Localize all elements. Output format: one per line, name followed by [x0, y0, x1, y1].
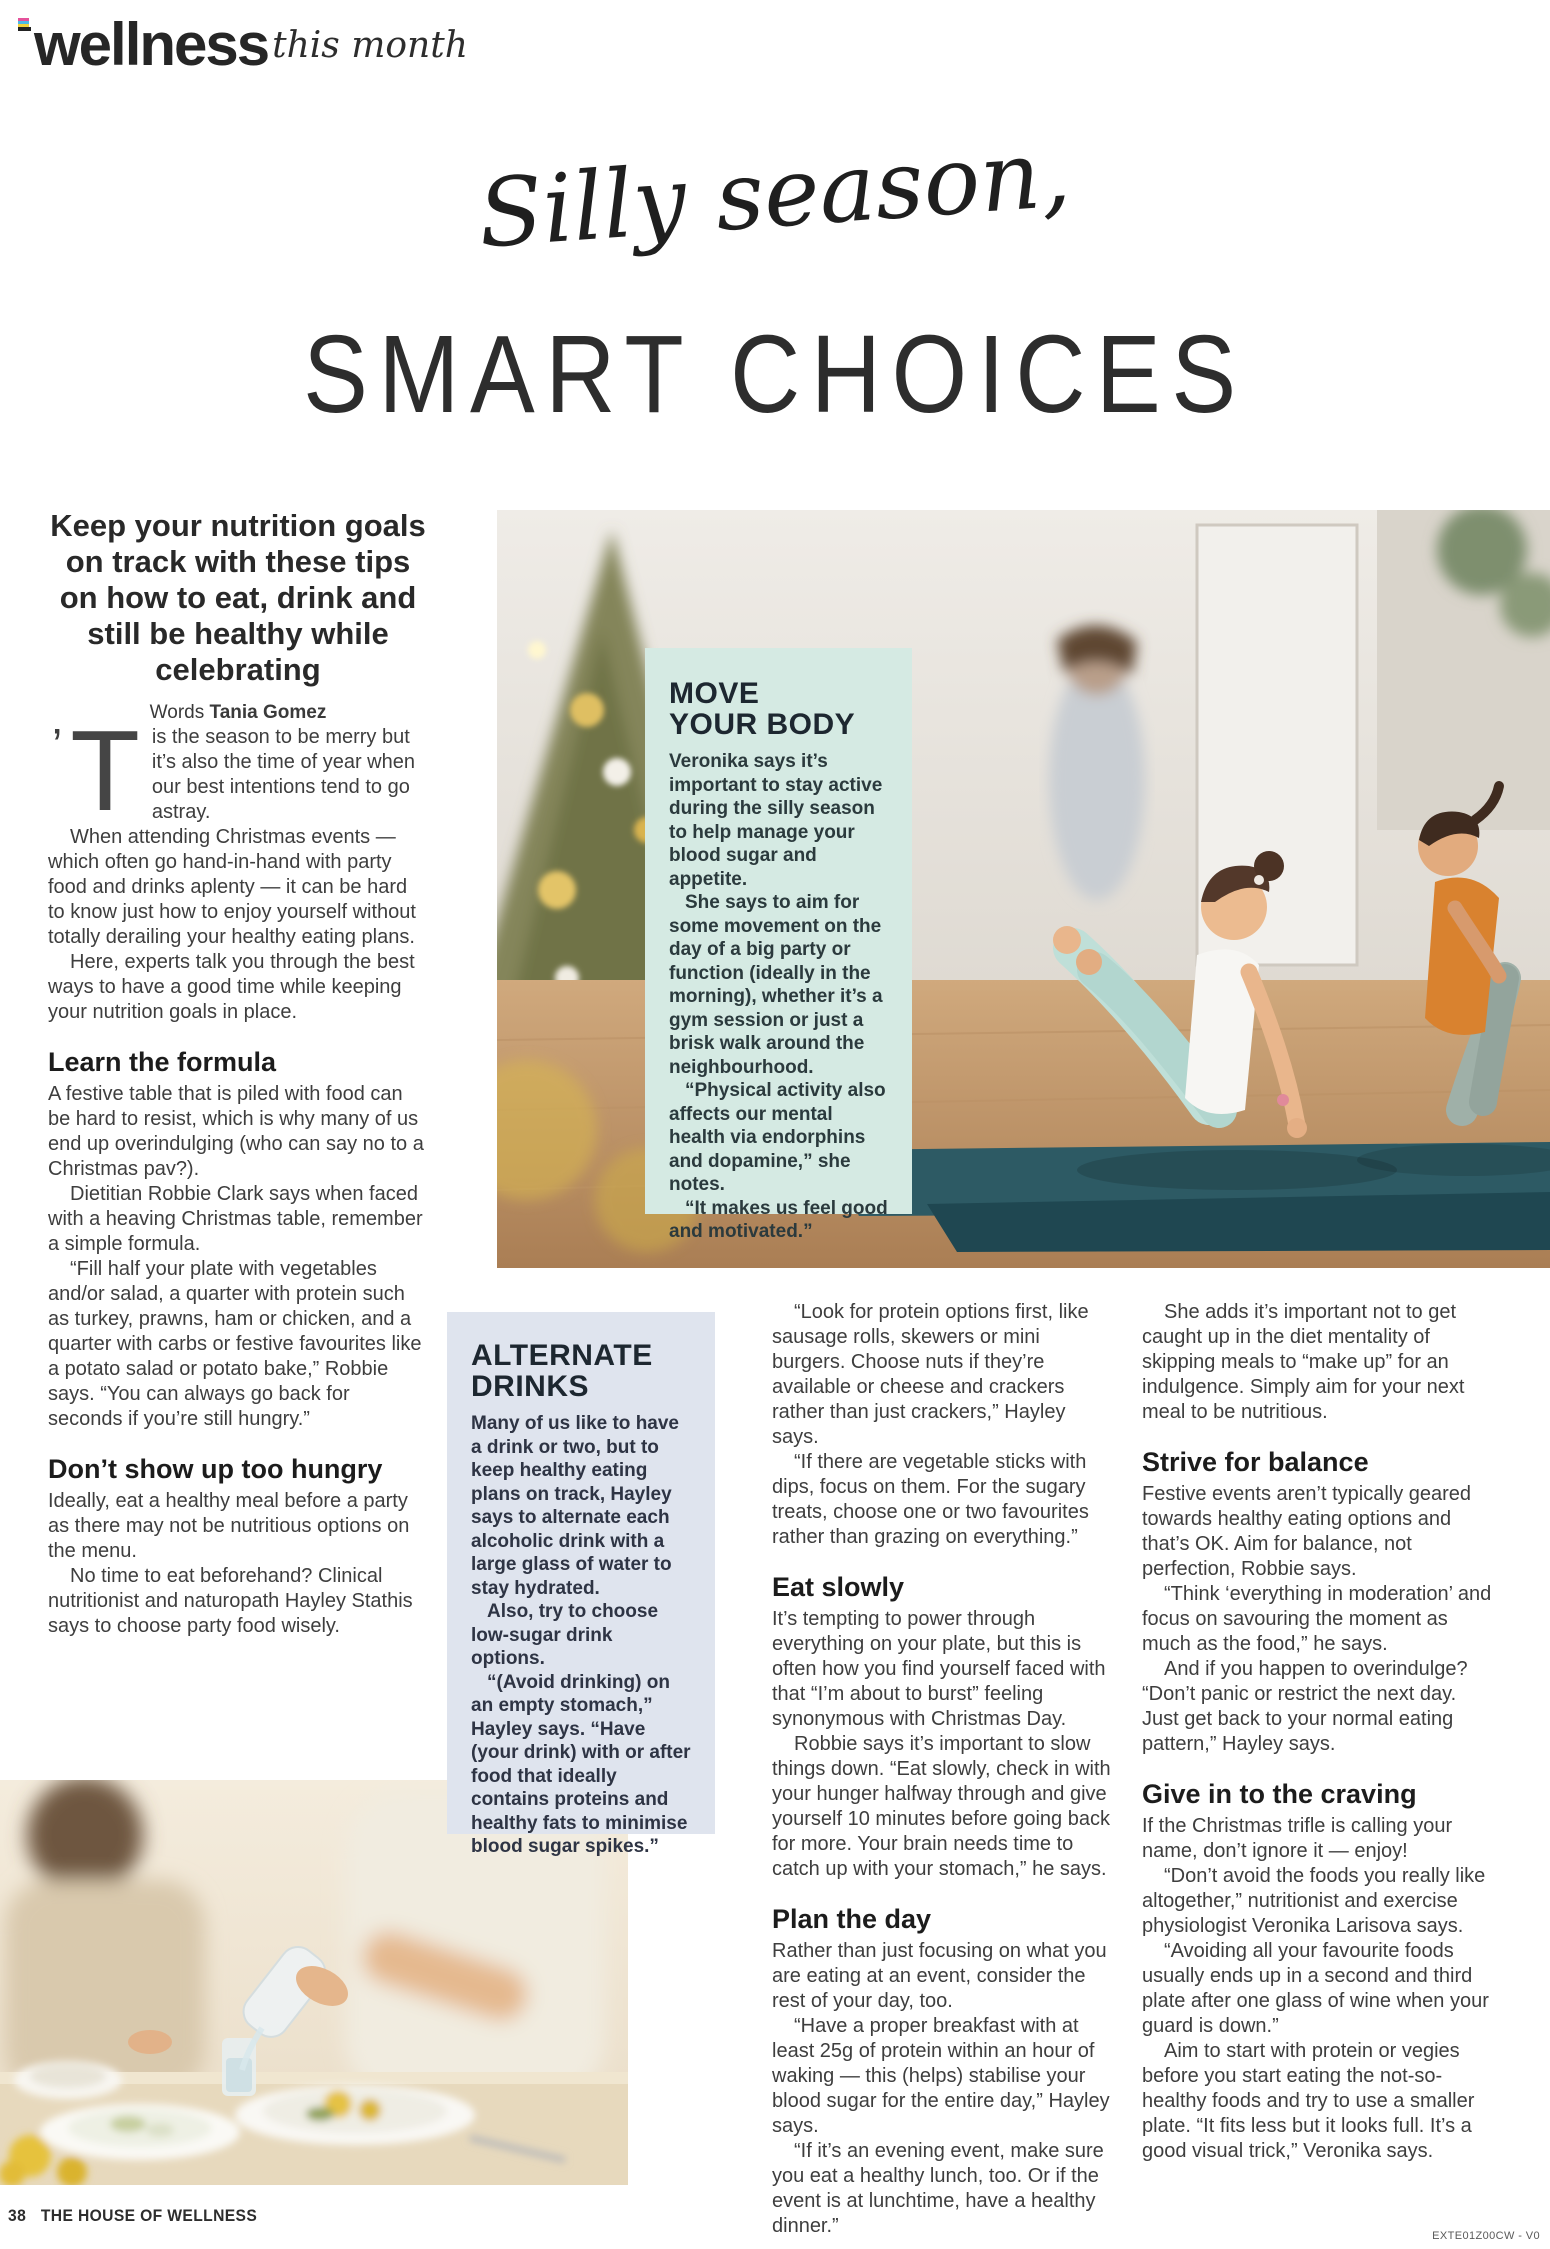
print-edition-code: EXTE01Z00CW - V0 [1432, 2230, 1540, 2242]
tip-paragraph: Veronika says it’s important to stay active during the silly season to help manage your blood sugar and appetite. [669, 751, 883, 890]
column-left [48, 508, 428, 1639]
body-paragraph: “Have a proper breakfast with at least 25g of protein within an hour of waking — this (helps) stabilise your blood sugar for the entire day,” Hayley says. [772, 2015, 1110, 2137]
section-heading: Eat slowly [772, 1572, 905, 1602]
headline-main: SMART CHOICES [303, 313, 1247, 437]
body-paragraph: “If there are vegetable sticks with dips, focus on them. For the sugary treats, choose one or two favourites rather than grazing on everything.” [772, 1451, 1089, 1548]
masthead-brand: wellness [34, 11, 269, 78]
move-your-body-tip-box [645, 648, 912, 1242]
masthead [18, 10, 468, 79]
dropcap-letter: T [70, 708, 140, 835]
body-paragraph: Here, experts talk you through the best ways to have a good time while keeping your nutrition goals in place. [48, 951, 415, 1023]
body-paragraph: No time to eat beforehand? Clinical nutritionist and naturopath Hayley Stathis says to choose party food wisely. [48, 1565, 413, 1637]
tip-paragraph: Also, try to choose low-sugar drink options. [471, 1601, 659, 1669]
tip-box-heading-line1: ALTERNATE [471, 1339, 653, 1372]
body-paragraph: Rather than just focusing on what you are eating at an event, consider the rest of your day, too. [772, 1940, 1107, 2012]
byline-label: Words [149, 702, 205, 723]
byline-name: Tania Gomez [209, 702, 327, 723]
tip-box-heading-line1: MOVE [669, 677, 760, 710]
headline-script: Silly season, [474, 119, 1074, 270]
body-paragraph: A festive table that is piled with food can be hard to resist, which is why many of us end up overindulging (who can say no to a Christmas pav?). [48, 1083, 424, 1180]
section-heading: Give in to the craving [1142, 1779, 1417, 1809]
section-heading: Don’t show up too hungry [48, 1454, 383, 1484]
section-heading: Learn the formula [48, 1047, 277, 1077]
body-paragraph: “If it’s an evening event, make sure you eat a healthy lunch, too. Or if the event is at lunchtime, have a healthy dinner.” [772, 2140, 1104, 2237]
section-heading: Plan the day [772, 1904, 932, 1934]
body-paragraph: “Don’t avoid the foods you really like altogether,” nutritionist and exercise physiologist Veronika Larisova says. [1142, 1865, 1486, 1937]
body-paragraph: Robbie says it’s important to slow things down. “Eat slowly, check in with your hunger halfway through and give yourself 10 minutes before going back for more. Your brain needs time to catch up with your stomach,” he says. [772, 1733, 1111, 1880]
body-paragraph: She adds it’s important not to get caught up in the diet mentality of skipping meals to “make up” for an indulgence. Simply aim for your next meal to be nutritious. [1142, 1301, 1465, 1423]
masthead-suffix-script: this month [272, 25, 468, 66]
publication-name: THE HOUSE OF WELLNESS [40, 2206, 258, 2225]
body-paragraph: Dietitian Robbie Clark says when faced with a heaving Christmas table, remember a simple formula. [48, 1183, 423, 1255]
body-paragraph: “Avoiding all your favourite foods usually ends up in a second and third plate after one glass of wine when your guard is down.” [1142, 1940, 1489, 2037]
tip-paragraph: She says to aim for some movement on the day of a big party or function (ideally in the morning), whether it’s a gym session or just a brisk walk around the neighbourhood. [669, 892, 883, 1078]
alternate-drinks-tip-box [447, 1312, 715, 1857]
tip-paragraph: “It makes us feel good and motivated.” [669, 1197, 888, 1242]
body-paragraph: Ideally, eat a healthy meal before a party as there may not be nutritious options on the menu. [48, 1490, 410, 1562]
tip-paragraph: “Physical activity also affects our mental health via endorphins and dopamine,” she notes. [669, 1080, 886, 1195]
standfirst: Keep your nutrition goals on track with these tips on how to eat, drink and still be healthy while celebrating [50, 508, 426, 687]
page-number: 38 [8, 2206, 27, 2225]
dropcap-apostrophe: ’ [52, 719, 63, 771]
section-heading: Strive for balance [1142, 1447, 1369, 1477]
body-paragraph: And if you happen to overindulge? “Don’t panic or restrict the next day. Just get back to your normal eating pattern,” Hayley says. [1142, 1658, 1468, 1755]
column-right [1142, 1300, 1494, 2164]
tip-paragraph: Many of us like to have a drink or two, but to keep healthy eating plans on track, Hayley says to alternate each alcoholic drink with a large glass of water to stay hydrated. [471, 1413, 679, 1599]
print-registration-mark [18, 18, 31, 31]
tip-box-heading-line2: DRINKS [471, 1370, 590, 1403]
body-paragraph: “Fill half your plate with vegetables and/or salad, a quarter with protein such as turkey, prawns, ham or chicken, and a quarter with carbs or festive favourites like a potato salad or potato bake,” Robbie says. “You can always go back for seconds if you’re still hungry.” [48, 1258, 422, 1430]
column-middle [772, 1300, 1117, 2239]
body-paragraph: Festive events aren’t typically geared towards healthy eating options and that’s OK. Aim for balance, not perfection, Robbie says. [1142, 1483, 1472, 1580]
body-text: is the season to be merry but it’s also the time of year when our best intentions tend to go astray. [151, 726, 415, 823]
footer [8, 2206, 257, 2226]
body-paragraph: Aim to start with protein or vegies before you start eating the not-so-healthy foods and try to use a smaller plate. “It fits less but it looks full. It’s a good visual trick,” Veronika says. [1142, 2040, 1475, 2162]
body-paragraph: If the Christmas trifle is calling your name, don’t ignore it — enjoy! [1142, 1815, 1453, 1862]
tip-box-heading-line2: YOUR BODY [669, 708, 856, 741]
body-paragraph: When attending Christmas events — which often go hand-in-hand with party food and drinks aplenty — it can be hard to know just how to enjoy yourself without totally derailing your healthy eating plans. [48, 826, 416, 948]
body-paragraph: “Think ‘everything in moderation’ and focus on savouring the moment as much as the food,” he says. [1142, 1583, 1492, 1655]
body-paragraph: “Look for protein options first, like sausage rolls, skewers or mini burgers. Choose nuts if they’re available or cheese and crackers rather than just crackers,” Hayley says. [772, 1301, 1089, 1448]
tip-paragraph: “(Avoid drinking) on an empty stomach,” Hayley says. “Have (your drink) with or after food that ideally contains proteins and healthy fats to minimise blood sugar spikes.” [471, 1671, 691, 1857]
body-paragraph: It’s tempting to power through everything on your plate, but this is often how you find yourself faced with that “I’m about to burst” feeling synonymous with Christmas Day. [772, 1608, 1106, 1730]
